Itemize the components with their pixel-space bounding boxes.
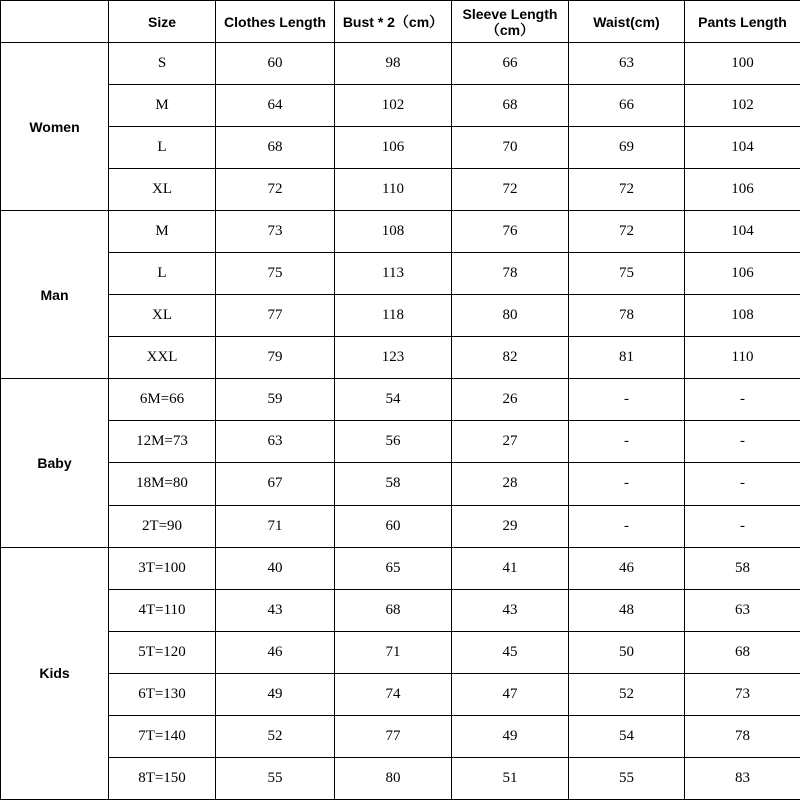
waist-cell: 66 [569,85,685,127]
bust-cell: 106 [335,127,452,169]
waist-cell: 46 [569,547,685,589]
clothes-length-cell: 63 [216,421,335,463]
bust-cell: 54 [335,379,452,421]
size-cell: 6M=66 [109,379,216,421]
sleeve-length-cell: 66 [452,43,569,85]
table-row [1,673,800,715]
bust-cell: 68 [335,589,452,631]
bust-cell: 123 [335,337,452,379]
header-row [1,1,800,43]
waist-cell: 50 [569,631,685,673]
waist-cell: 72 [569,169,685,211]
sleeve-length-cell: 41 [452,547,569,589]
size-cell: 5T=120 [109,631,216,673]
clothes-length-cell: 79 [216,337,335,379]
table-row [1,589,800,631]
pants-length-cell: 108 [685,295,800,337]
table-row [1,337,800,379]
waist-cell: 81 [569,337,685,379]
table-row [1,43,800,85]
size-cell: 18M=80 [109,463,216,505]
pants-length-cell: 104 [685,211,800,253]
header-size: Size [109,1,216,43]
size-cell: 6T=130 [109,673,216,715]
size-cell: L [109,253,216,295]
group-label-kids: Kids [1,547,109,799]
table-row [1,547,800,589]
pants-length-cell: 106 [685,253,800,295]
waist-cell: 78 [569,295,685,337]
table-row [1,127,800,169]
pants-length-cell: 68 [685,631,800,673]
group-label-women: Women [1,43,109,211]
clothes-length-cell: 59 [216,379,335,421]
header-clothes-length: Clothes Length [216,1,335,43]
sleeve-length-cell: 51 [452,757,569,799]
sleeve-length-cell: 70 [452,127,569,169]
size-cell: XL [109,295,216,337]
clothes-length-cell: 43 [216,589,335,631]
clothes-length-cell: 75 [216,253,335,295]
clothes-length-cell: 72 [216,169,335,211]
pants-length-cell: 63 [685,589,800,631]
table-row [1,169,800,211]
pants-length-cell: 100 [685,43,800,85]
size-cell: L [109,127,216,169]
bust-cell: 102 [335,85,452,127]
table-row [1,421,800,463]
header-bust: Bust * 2（cm） [335,1,452,43]
bust-cell: 65 [335,547,452,589]
sleeve-length-cell: 78 [452,253,569,295]
header-corner [1,1,109,43]
sleeve-length-cell: 76 [452,211,569,253]
waist-cell: 54 [569,715,685,757]
size-cell: 3T=100 [109,547,216,589]
header-pants-length: Pants Length [685,1,800,43]
bust-cell: 108 [335,211,452,253]
clothes-length-cell: 68 [216,127,335,169]
bust-cell: 74 [335,673,452,715]
size-cell: M [109,211,216,253]
bust-cell: 56 [335,421,452,463]
size-cell: 7T=140 [109,715,216,757]
pants-length-cell: - [685,379,800,421]
clothes-length-cell: 60 [216,43,335,85]
pants-length-cell: - [685,505,800,547]
clothes-length-cell: 64 [216,85,335,127]
clothes-length-cell: 40 [216,547,335,589]
waist-cell: 72 [569,211,685,253]
sleeve-length-cell: 49 [452,715,569,757]
clothes-length-cell: 67 [216,463,335,505]
sleeve-length-cell: 26 [452,379,569,421]
sleeve-length-cell: 29 [452,505,569,547]
table-row [1,757,800,799]
pants-length-cell: 58 [685,547,800,589]
bust-cell: 110 [335,169,452,211]
size-cell: S [109,43,216,85]
bust-cell: 80 [335,757,452,799]
sleeve-length-cell: 45 [452,631,569,673]
pants-length-cell: 104 [685,127,800,169]
header-waist: Waist(cm) [569,1,685,43]
table-row [1,85,800,127]
table-row [1,379,800,421]
waist-cell: - [569,379,685,421]
bust-cell: 71 [335,631,452,673]
group-label-man: Man [1,211,109,379]
sleeve-length-cell: 72 [452,169,569,211]
bust-cell: 113 [335,253,452,295]
bust-cell: 60 [335,505,452,547]
size-cell: XL [109,169,216,211]
size-cell: 2T=90 [109,505,216,547]
pants-length-cell: 78 [685,715,800,757]
pants-length-cell: 110 [685,337,800,379]
size-cell: M [109,85,216,127]
clothes-length-cell: 55 [216,757,335,799]
waist-cell: - [569,463,685,505]
size-cell: XXL [109,337,216,379]
size-cell: 12M=73 [109,421,216,463]
table-row [1,463,800,505]
clothes-length-cell: 77 [216,295,335,337]
bust-cell: 77 [335,715,452,757]
waist-cell: 48 [569,589,685,631]
sleeve-length-cell: 43 [452,589,569,631]
sleeve-length-cell: 68 [452,85,569,127]
waist-cell: 55 [569,757,685,799]
table-row [1,211,800,253]
clothes-length-cell: 73 [216,211,335,253]
clothes-length-cell: 49 [216,673,335,715]
bust-cell: 98 [335,43,452,85]
clothes-length-cell: 52 [216,715,335,757]
sleeve-length-cell: 82 [452,337,569,379]
size-chart-body [1,43,800,800]
pants-length-cell: - [685,463,800,505]
size-cell: 4T=110 [109,589,216,631]
sleeve-length-cell: 28 [452,463,569,505]
waist-cell: 63 [569,43,685,85]
size-cell: 8T=150 [109,757,216,799]
waist-cell: - [569,505,685,547]
pants-length-cell: 102 [685,85,800,127]
pants-length-cell: 106 [685,169,800,211]
table-row [1,253,800,295]
table-row [1,631,800,673]
sleeve-length-cell: 80 [452,295,569,337]
pants-length-cell: - [685,421,800,463]
table-row [1,505,800,547]
table-row [1,295,800,337]
waist-cell: 75 [569,253,685,295]
clothes-length-cell: 71 [216,505,335,547]
table-row [1,715,800,757]
pants-length-cell: 73 [685,673,800,715]
waist-cell: 69 [569,127,685,169]
waist-cell: 52 [569,673,685,715]
header-sleeve-length: Sleeve Length（cm） [452,1,569,43]
clothes-length-cell: 46 [216,631,335,673]
bust-cell: 58 [335,463,452,505]
pants-length-cell: 83 [685,757,800,799]
bust-cell: 118 [335,295,452,337]
sleeve-length-cell: 47 [452,673,569,715]
group-label-baby: Baby [1,379,109,547]
waist-cell: - [569,421,685,463]
sleeve-length-cell: 27 [452,421,569,463]
